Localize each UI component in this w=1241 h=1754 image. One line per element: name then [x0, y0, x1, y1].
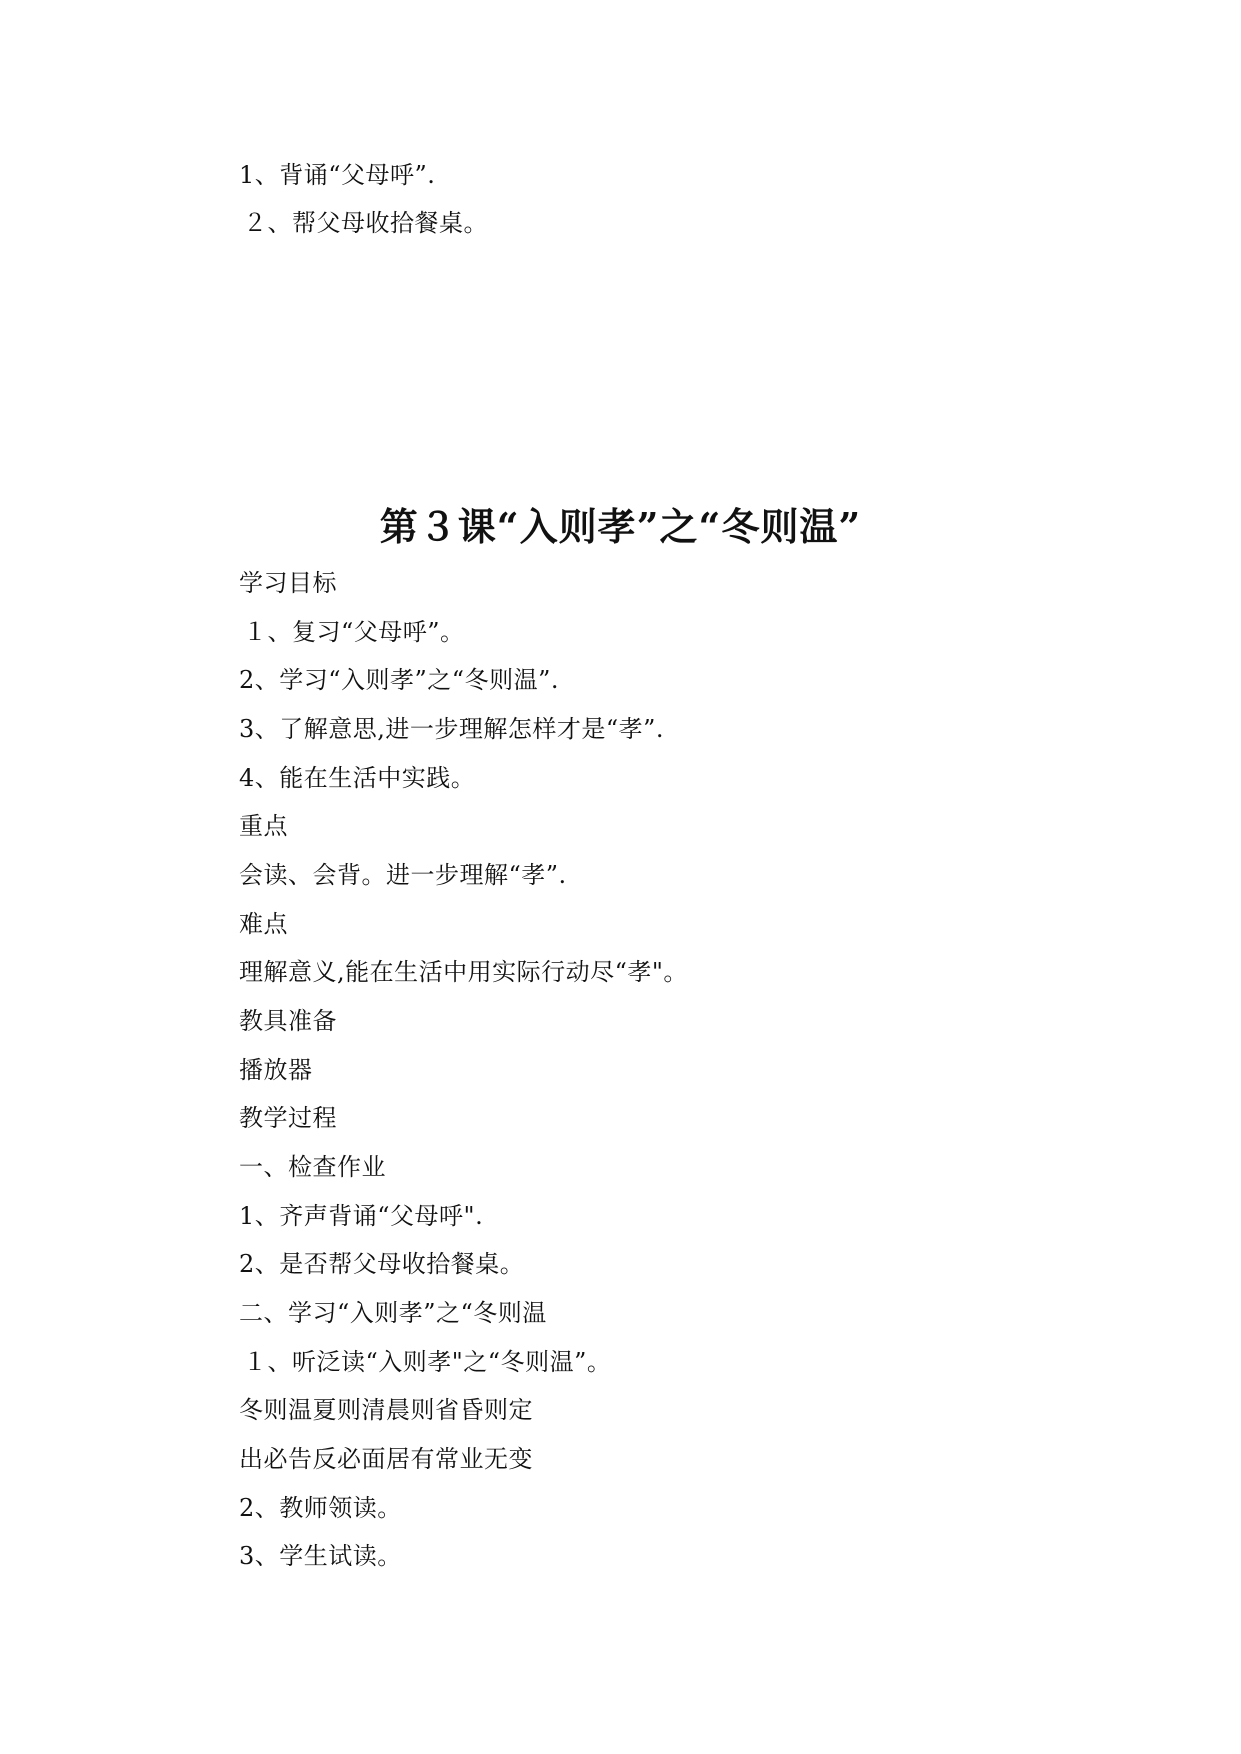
section-heading-process: 教学过程 — [239, 1104, 337, 1132]
verse-line-1: 冬则温夏则清晨则省昏则定 — [239, 1396, 533, 1424]
key-points-text: 会读、会背。进一步理解“孝”. — [239, 861, 567, 889]
section-heading-key-points: 重点 — [239, 812, 288, 840]
objective-item-1: １、复习“父母呼”。 — [243, 618, 465, 646]
difficulties-text: 理解意义,能在生活中用实际行动尽“孝"。 — [239, 958, 688, 986]
process-step-1-item-2: 2、是否帮父母收拾餐桌。 — [239, 1250, 525, 1278]
lesson-title: 第３课“入则孝”之“冬则温” — [379, 504, 862, 549]
section-heading-difficulties: 难点 — [239, 910, 288, 938]
materials-text: 播放器 — [239, 1056, 313, 1084]
objective-item-4: 4、能在生活中实践。 — [239, 764, 476, 792]
verse-line-2: 出必告反必面居有常业无变 — [239, 1445, 533, 1473]
objective-item-3: 3、了解意思,进一步理解怎样才是“孝”. — [239, 715, 665, 743]
process-step-2-item-3: 3、学生试读。 — [239, 1542, 402, 1570]
homework-item-2: ２、帮父母收拾餐桌。 — [243, 209, 488, 237]
homework-item-1: 1、背诵“父母呼”. — [239, 161, 436, 189]
process-step-1-item-1: 1、齐声背诵“父母呼". — [239, 1202, 484, 1230]
objective-item-2: 2、学习“入则孝”之“冬则温”. — [239, 666, 559, 694]
process-step-2-item-1: １、听泛读“入则孝"之“冬则温”。 — [243, 1348, 612, 1376]
process-step-2-heading: 二、学习“入则孝”之“冬则温 — [239, 1299, 547, 1327]
process-step-1-heading: 一、检查作业 — [239, 1153, 386, 1181]
process-step-2-item-2: 2、教师领读。 — [239, 1494, 402, 1522]
section-heading-objectives: 学习目标 — [239, 569, 337, 597]
section-heading-materials: 教具准备 — [239, 1007, 337, 1035]
